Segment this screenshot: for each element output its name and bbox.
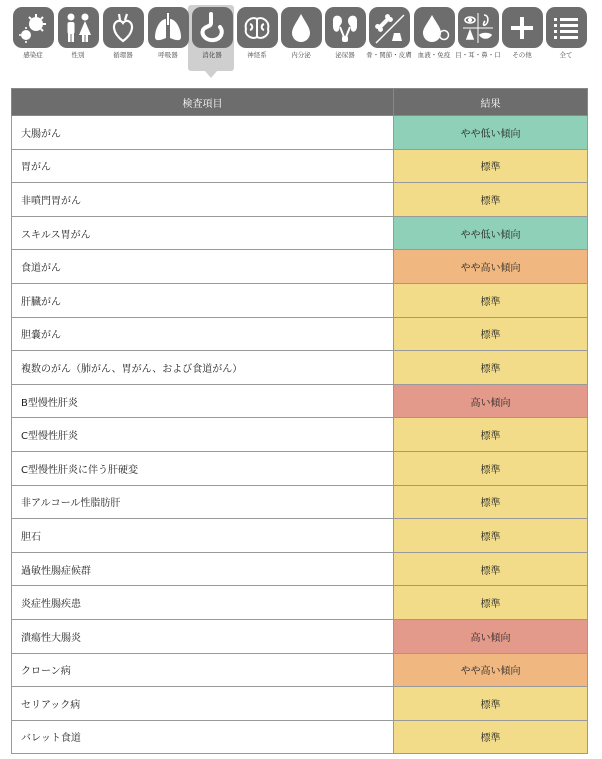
test-item-name: セリアック病 xyxy=(12,687,394,721)
test-item-name: クローン病 xyxy=(12,653,394,687)
plus-icon xyxy=(502,7,543,48)
test-item-name: 肝臓がん xyxy=(12,283,394,317)
table-row xyxy=(12,519,588,553)
result-badge: やや低い傾向 xyxy=(394,216,588,250)
category-bone-joint-skin[interactable] xyxy=(367,7,411,59)
table-row xyxy=(12,687,588,721)
result-badge: 標準 xyxy=(394,149,588,183)
result-badge: 標準 xyxy=(394,351,588,385)
category-gender[interactable] xyxy=(56,7,100,59)
category-label: 循環器 xyxy=(113,51,133,59)
test-item-name: スキルス胃がん xyxy=(12,216,394,250)
table-row xyxy=(12,619,588,653)
result-badge: やや低い傾向 xyxy=(394,116,588,150)
result-badge: 標準 xyxy=(394,720,588,754)
category-label: 骨・関節・皮膚 xyxy=(366,51,412,59)
category-infection[interactable] xyxy=(11,7,55,59)
result-badge: 標準 xyxy=(394,485,588,519)
category-bar xyxy=(11,7,591,77)
result-badge: 標準 xyxy=(394,586,588,620)
sense-organs-icon xyxy=(458,7,499,48)
active-category-pointer xyxy=(205,71,217,78)
virus-icon xyxy=(13,7,54,48)
kidney-icon xyxy=(325,7,366,48)
test-item-name: 非アルコール性脂肪肝 xyxy=(12,485,394,519)
result-badge: 標準 xyxy=(394,183,588,217)
test-item-name: 食道がん xyxy=(12,250,394,284)
result-badge: やや高い傾向 xyxy=(394,250,588,284)
category-label: 呼吸器 xyxy=(158,51,178,59)
brain-icon xyxy=(237,7,278,48)
category-other[interactable] xyxy=(500,7,544,59)
category-label: 感染症 xyxy=(23,51,43,59)
result-badge: 標準 xyxy=(394,552,588,586)
result-badge: 高い傾向 xyxy=(394,384,588,418)
table-row xyxy=(12,586,588,620)
result-badge: 標準 xyxy=(394,418,588,452)
result-badge: 標準 xyxy=(394,451,588,485)
result-badge: 高い傾向 xyxy=(394,619,588,653)
table-row xyxy=(12,552,588,586)
test-item-name: B型慢性肝炎 xyxy=(12,384,394,418)
test-item-name: 大腸がん xyxy=(12,116,394,150)
test-item-name: C型慢性肝炎 xyxy=(12,418,394,452)
category-label: 消化器 xyxy=(202,51,222,59)
table-row xyxy=(12,720,588,754)
gender-icon xyxy=(58,7,99,48)
test-item-name: 潰瘍性大腸炎 xyxy=(12,619,394,653)
result-badge: 標準 xyxy=(394,283,588,317)
table-row xyxy=(12,250,588,284)
table-row xyxy=(12,451,588,485)
test-item-name: 胃がん xyxy=(12,149,394,183)
category-circulatory[interactable] xyxy=(101,7,145,59)
result-badge: 標準 xyxy=(394,317,588,351)
result-badge: やや高い傾向 xyxy=(394,653,588,687)
results-table-body xyxy=(12,116,588,754)
column-header-item: 検査項目 xyxy=(12,89,394,116)
bone-icon xyxy=(369,7,410,48)
drop-icon xyxy=(281,7,322,48)
category-all[interactable] xyxy=(544,7,588,59)
category-label: 目・耳・鼻・口 xyxy=(455,51,501,59)
category-digestive[interactable] xyxy=(190,7,234,59)
test-item-name: 胆嚢がん xyxy=(12,317,394,351)
test-item-name: 過敏性腸症候群 xyxy=(12,552,394,586)
category-endocrine[interactable] xyxy=(279,7,323,59)
test-item-name: バレット食道 xyxy=(12,720,394,754)
stomach-icon xyxy=(192,7,233,48)
result-badge: 標準 xyxy=(394,519,588,553)
results-table xyxy=(11,88,588,754)
result-badge: 標準 xyxy=(394,687,588,721)
table-row xyxy=(12,485,588,519)
table-row xyxy=(12,384,588,418)
category-blood-immune[interactable] xyxy=(412,7,456,59)
table-row xyxy=(12,149,588,183)
test-item-name: 複数のがん（肺がん、胃がん、および食道がん） xyxy=(12,351,394,385)
category-label: 内分泌 xyxy=(291,51,311,59)
table-row xyxy=(12,116,588,150)
table-header-row xyxy=(12,89,588,116)
category-sense-organs[interactable] xyxy=(456,7,500,59)
list-icon xyxy=(546,7,587,48)
category-label: 血液・免疫 xyxy=(417,51,451,59)
test-item-name: 炎症性腸疾患 xyxy=(12,586,394,620)
table-row xyxy=(12,351,588,385)
test-item-name: C型慢性肝炎に伴う肝硬変 xyxy=(12,451,394,485)
table-row xyxy=(12,283,588,317)
category-label: 全て xyxy=(559,51,573,59)
category-nervous[interactable] xyxy=(235,7,279,59)
table-row xyxy=(12,317,588,351)
table-row xyxy=(12,183,588,217)
category-urinary[interactable] xyxy=(323,7,367,59)
table-row xyxy=(12,653,588,687)
category-label: その他 xyxy=(512,51,532,59)
table-row xyxy=(12,418,588,452)
lungs-icon xyxy=(148,7,189,48)
blood-icon xyxy=(414,7,455,48)
category-label: 性別 xyxy=(71,51,85,59)
test-item-name: 非噴門胃がん xyxy=(12,183,394,217)
category-respiratory[interactable] xyxy=(146,7,190,59)
test-item-name: 胆石 xyxy=(12,519,394,553)
category-label: 泌尿器 xyxy=(335,51,355,59)
category-label: 神経系 xyxy=(247,51,267,59)
column-header-result: 結果 xyxy=(394,89,588,116)
table-row xyxy=(12,216,588,250)
heart-icon xyxy=(103,7,144,48)
